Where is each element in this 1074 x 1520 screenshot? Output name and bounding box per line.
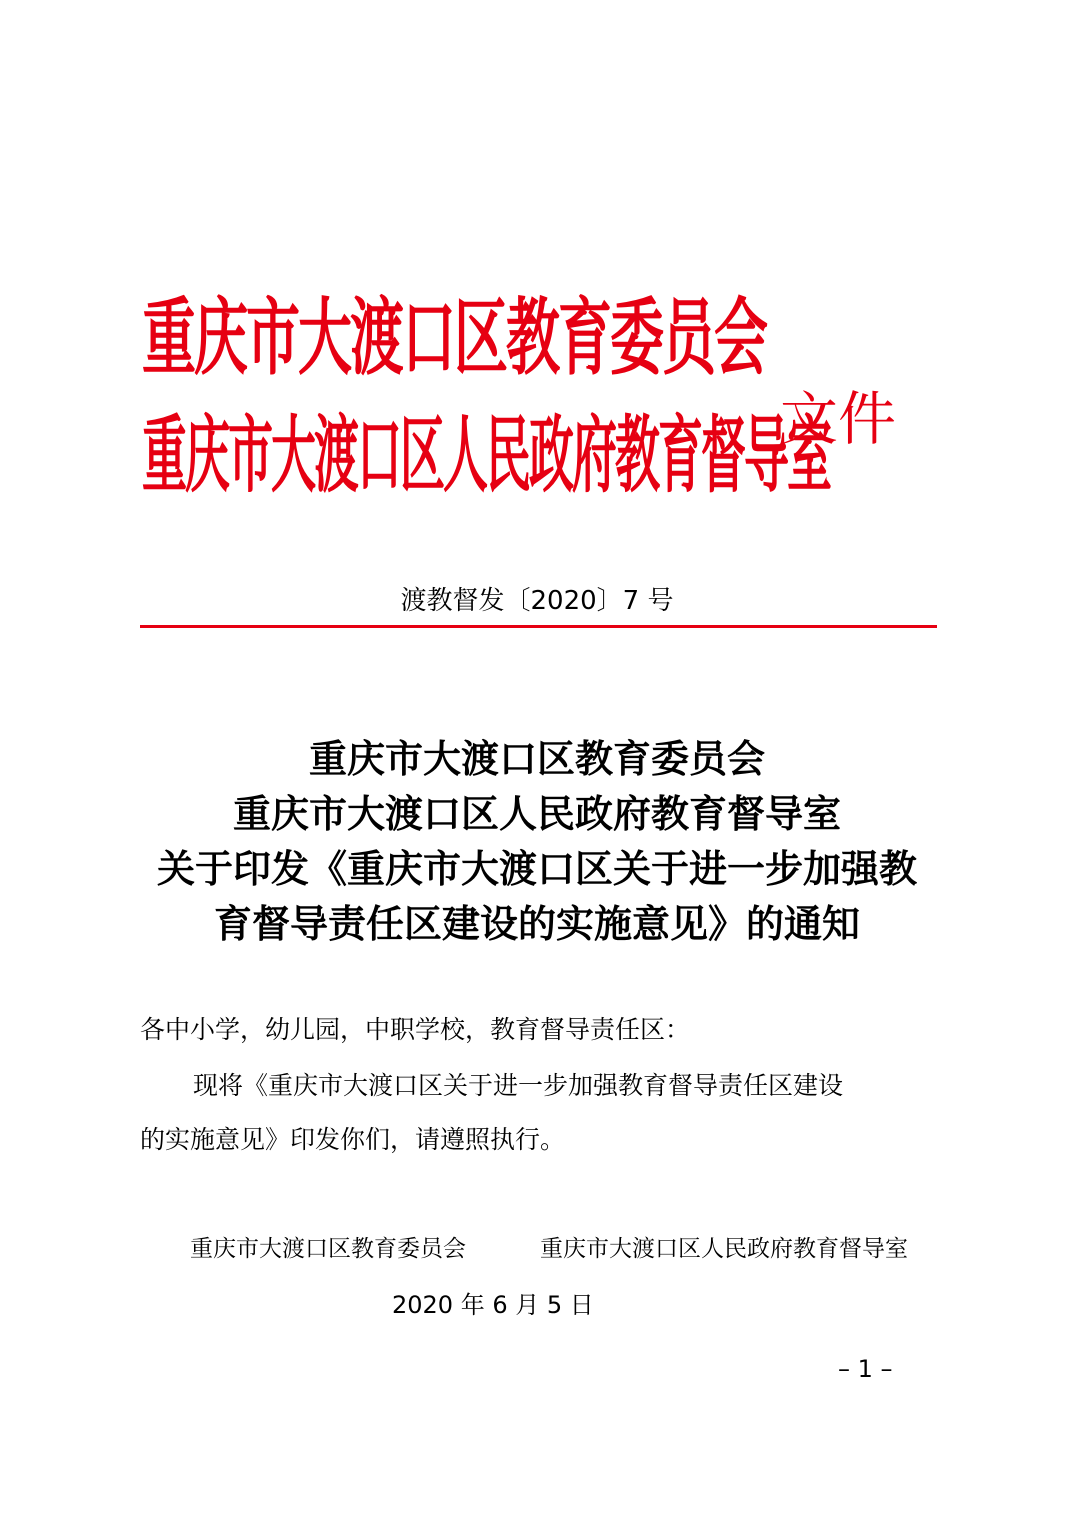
issuer-name-1: 重庆市大渡口区教育委员会 [142, 287, 766, 387]
document-suffix: 文件 [780, 385, 897, 453]
signature-org-1: 重庆市大渡口区教育委员会 [190, 1236, 466, 1262]
body-paragraph-line: 的实施意见》印发你们，请遵照执行。 [140, 1125, 566, 1154]
signature-org-2: 重庆市大渡口区人民政府教育督导室 [540, 1236, 908, 1262]
title-line: 重庆市大渡口区人民政府教育督导室 [232, 791, 841, 836]
document-number: 渡教督发〔2020〕7 号 [400, 586, 674, 616]
title-line: 关于印发《重庆市大渡口区关于进一步加强教 [156, 846, 917, 891]
title-line: 重庆市大渡口区教育委员会 [308, 736, 765, 781]
issuer-name-2: 重庆市大渡口区人民政府教育督导室 [142, 406, 831, 505]
title-line: 育督导责任区建设的实施意见》的通知 [213, 901, 860, 946]
page-number: – 1 – [838, 1355, 893, 1383]
body-paragraph-line: 现将《重庆市大渡口区关于进一步加强教育督导责任区建设 [193, 1071, 844, 1100]
salutation: 各中小学，幼儿园，中职学校，教育督导责任区： [140, 1015, 691, 1044]
red-divider [140, 625, 937, 628]
signature-date: 2020 年 6 月 5 日 [392, 1291, 594, 1319]
